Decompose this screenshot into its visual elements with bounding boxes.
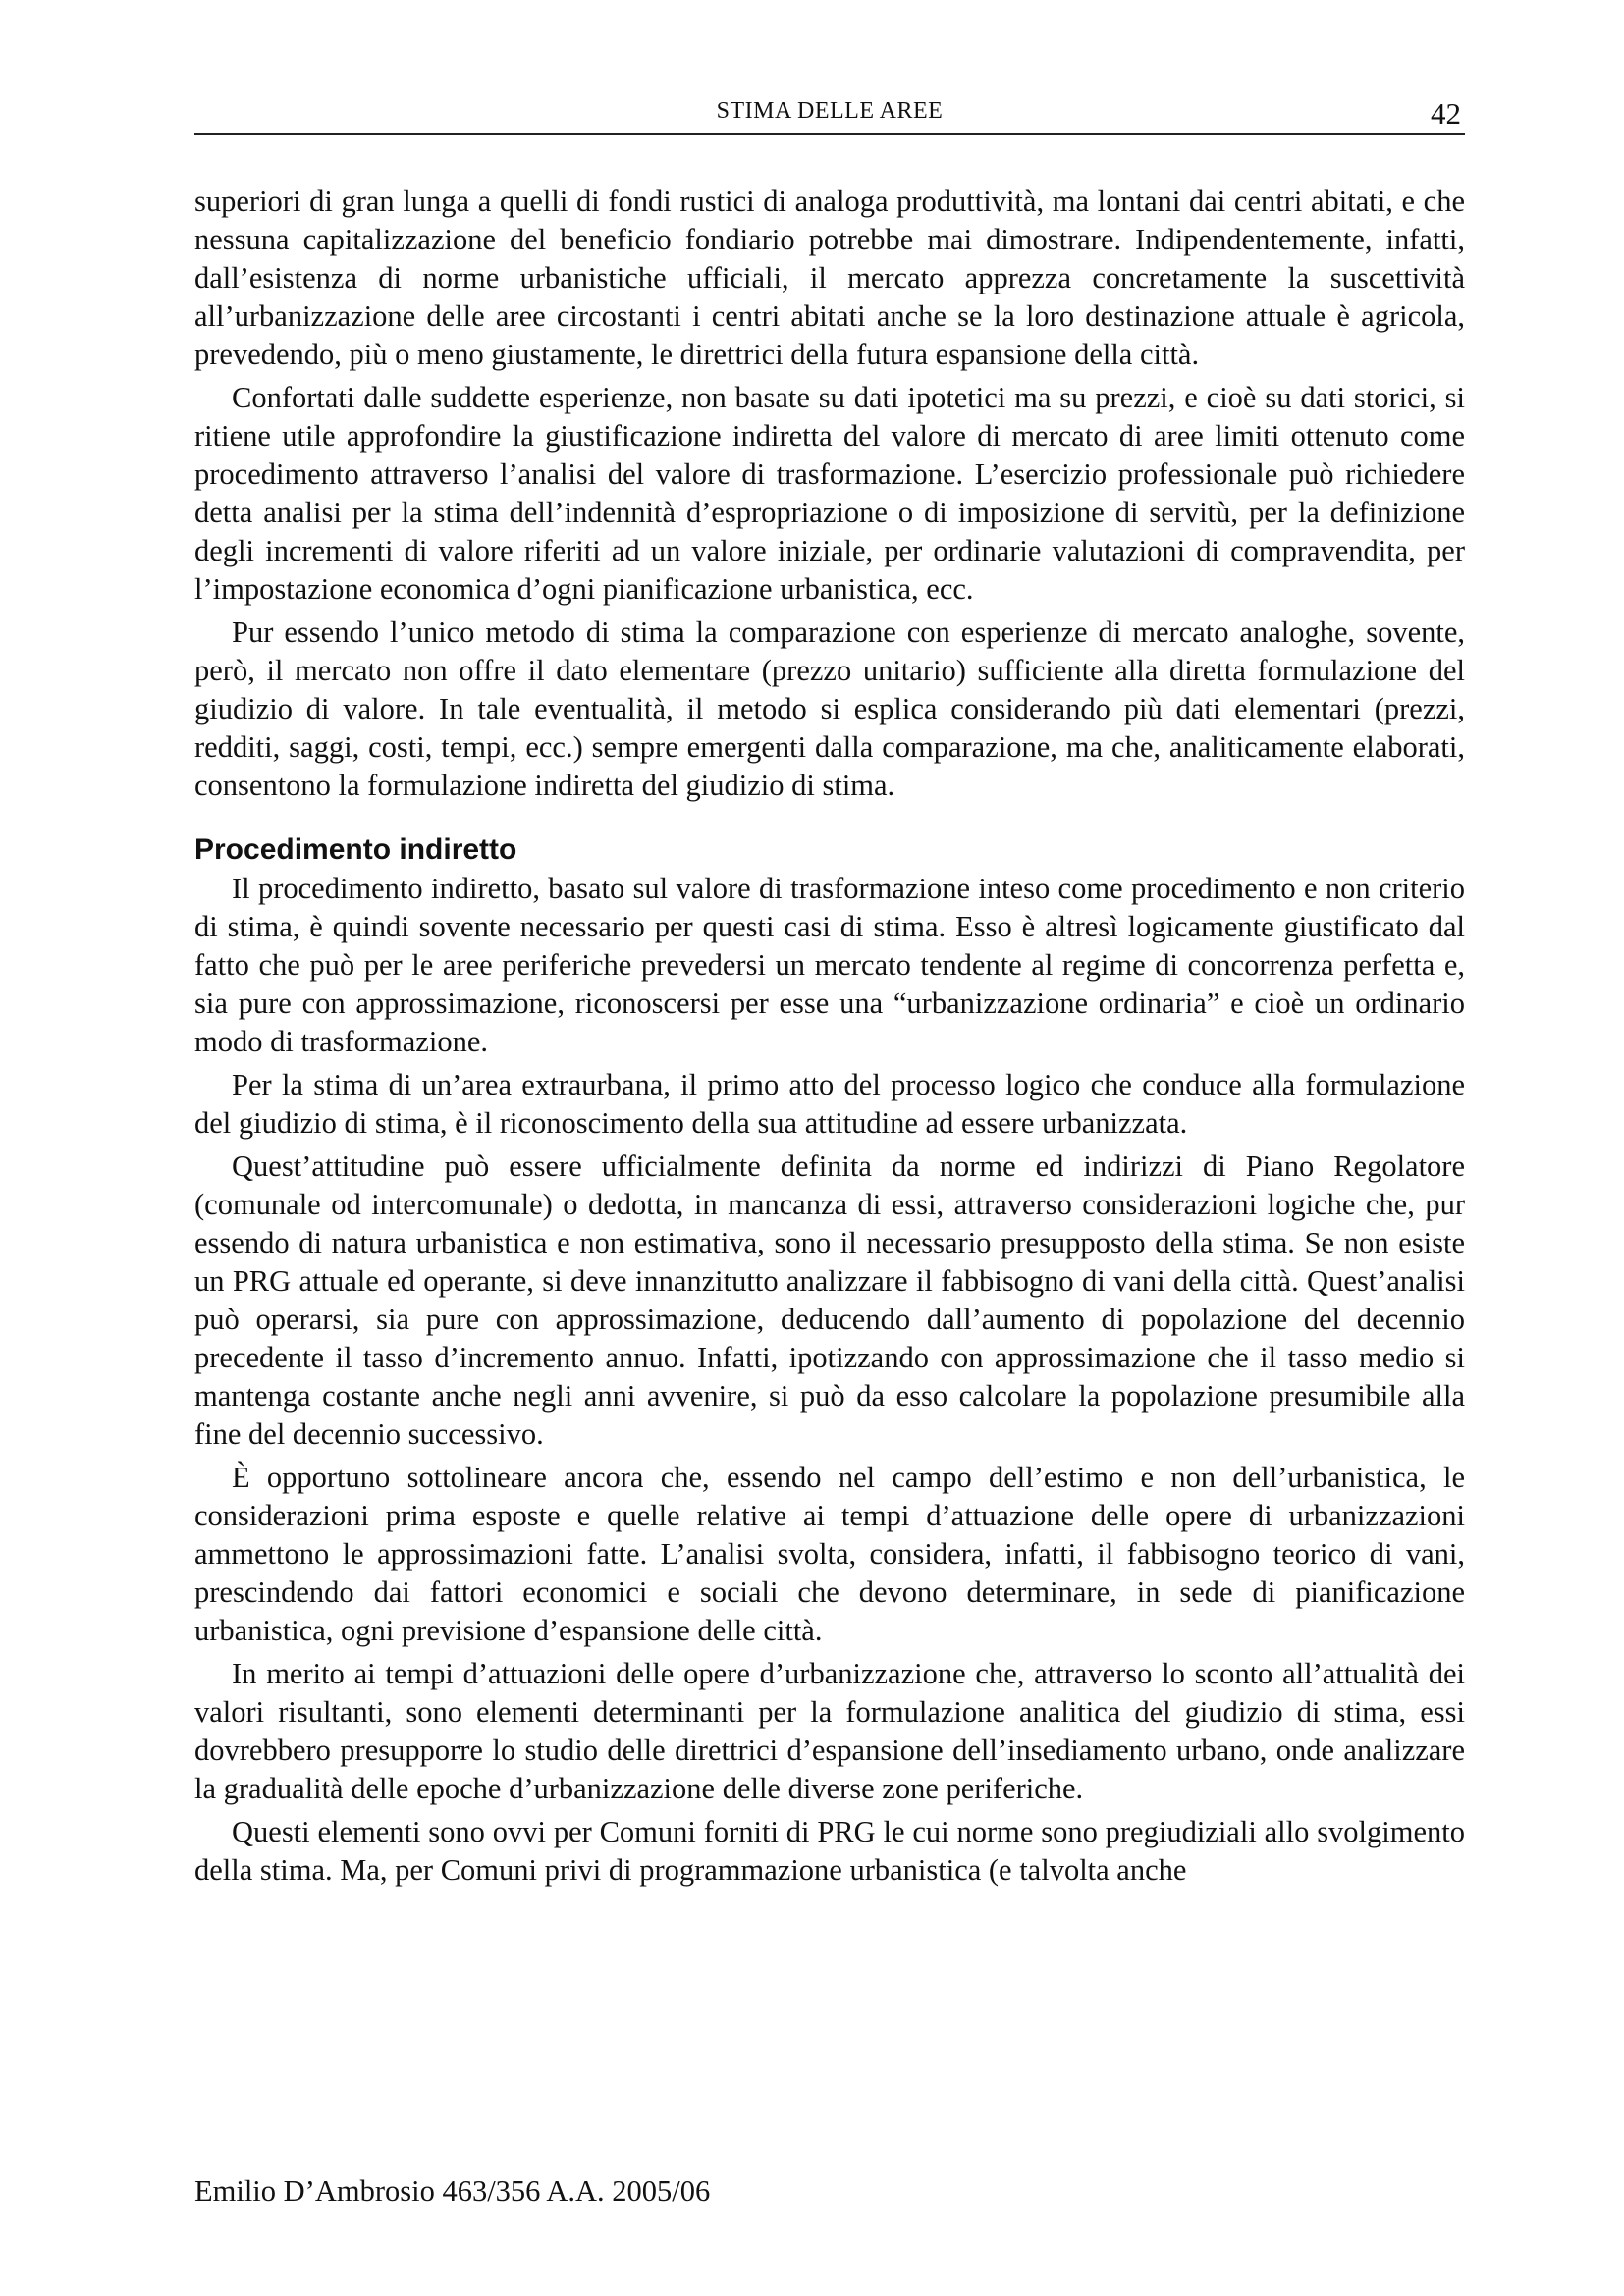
page-footer: Emilio D’Ambrosio 463/356 A.A. 2005/06: [194, 2174, 711, 2208]
paragraph: Confortati dalle suddette esperienze, non basate su dati ipotetici ma su prezzi, e cioè su dati storici, si ritiene utile approfondire la giustificazione indiretta del valore di mercato di aree limiti ottenuto come procedimento attraverso l’analisi del valore di trasformazione. L’esercizio professionale può richiedere detta analisi per la stima dell’indennità d’espropriazione o di imposizione di servitù, per la definizione degli incrementi di valore riferiti ad un valore iniziale, per ordinarie valutazioni di compravendita, per l’impostazione economica d’ogni pianificazione urbanistica, ecc.: [194, 381, 1465, 606]
paragraph: superiori di gran lunga a quelli di fondi rustici di analoga produttività, ma lontani dai centri abitati, e che nessuna capitalizzazione del beneficio fondiario potrebbe mai dimostrare. Indipendentemente, infatti, dall’esistenza di norme urbanistiche ufficiali, il mercato apprezza concretamente la suscettività all’urbanizzazione delle aree circostanti i centri abitati anche se la loro destinazione attuale è agricola, prevedendo, più o meno giustamente, le direttrici della futura espansione della città.: [194, 185, 1465, 371]
paragraph: In merito ai tempi d’attuazioni delle opere d’urbanizzazione che, attraverso lo sconto all’attualità dei valori risultanti, sono elementi determinanti per la formulazione analitica del giudizio di stima, essi dovrebbero presupporre lo studio delle direttrici d’espansione dell’insediamento urbano, onde analizzare la gradualità delle epoche d’urbanizzazione delle diverse zone periferiche.: [194, 1657, 1465, 1805]
paragraph: Per la stima di un’area extraurbana, il primo atto del processo logico che conduce alla formulazione del giudizio di stima, è il riconoscimento della sua attitudine ad essere urbanizzata.: [194, 1068, 1465, 1140]
paragraph: Pur essendo l’unico metodo di stima la comparazione con esperienze di mercato analoghe, sovente, però, il mercato non offre il dato elementare (prezzo unitario) sufficiente alla diretta formulazione del giudizio di valore. In tale eventualità, il metodo si esplica considerando più dati elementari (prezzi, redditi, saggi, costi, tempi, ecc.) sempre emergenti dalla comparazione, ma che, analiticamente elaborati, consentono la formulazione indiretta del giudizio di stima.: [194, 615, 1465, 802]
paragraph: Il procedimento indiretto, basato sul valore di trasformazione inteso come procedimento e non criterio di stima, è quindi sovente necessario per questi casi di stima. Esso è altresì logicamente giustificato dal fatto che può per le aree periferiche prevedersi un mercato tendente al regime di concorrenza perfetta e, sia pure con approssimazione, riconoscersi per esse una “urbanizzazione ordinaria” e cioè un ordinario modo di trasformazione.: [194, 872, 1465, 1058]
paragraph: È opportuno sottolineare ancora che, essendo nel campo dell’estimo e non dell’urbanistica, le considerazioni prima esposte e quelle relative ai tempi d’attuazione delle opere di urbanizzazioni ammettono le approssimazioni fatte. L’analisi svolta, considera, infatti, il fabbisogno teorico di vani, prescindendo dai fattori economici e sociali che devono determinare, in sede di pianificazione urbanistica, ogni previsione d’espansione delle città.: [194, 1461, 1465, 1647]
page-header: [194, 94, 1465, 135]
paragraph: Questi elementi sono ovvi per Comuni forniti di PRG le cui norme sono pregiudiziali allo svolgimento della stima. Ma, per Comuni privi di programmazione urbanistica (e talvolta anche: [194, 1815, 1465, 1887]
section-heading: Procedimento indiretto: [194, 833, 517, 866]
page-number: 42: [1431, 96, 1461, 131]
header-title: STIMA DELLE AREE: [716, 98, 944, 124]
page-body: [194, 183, 1465, 1895]
paragraph: Quest’attitudine può essere ufficialmente definita da norme ed indirizzi di Piano Regolatore (comunale od intercomunale) o dedotta, in mancanza di essi, attraverso considerazioni logiche che, pur essendo di natura urbanistica e non estimativa, sono il necessario presupposto della stima. Se non esiste un PRG attuale ed operante, si deve innanzitutto analizzare il fabbisogno di vani della città. Quest’analisi può operarsi, sia pure con approssimazione, deducendo dall’aumento di popolazione del decennio precedente il tasso d’incremento annuo. Infatti, ipotizzando con approssimazione che il tasso medio si mantenga costante anche negli anni avvenire, si può da esso calcolare la popolazione presumibile alla fine del decennio successivo.: [194, 1149, 1465, 1451]
